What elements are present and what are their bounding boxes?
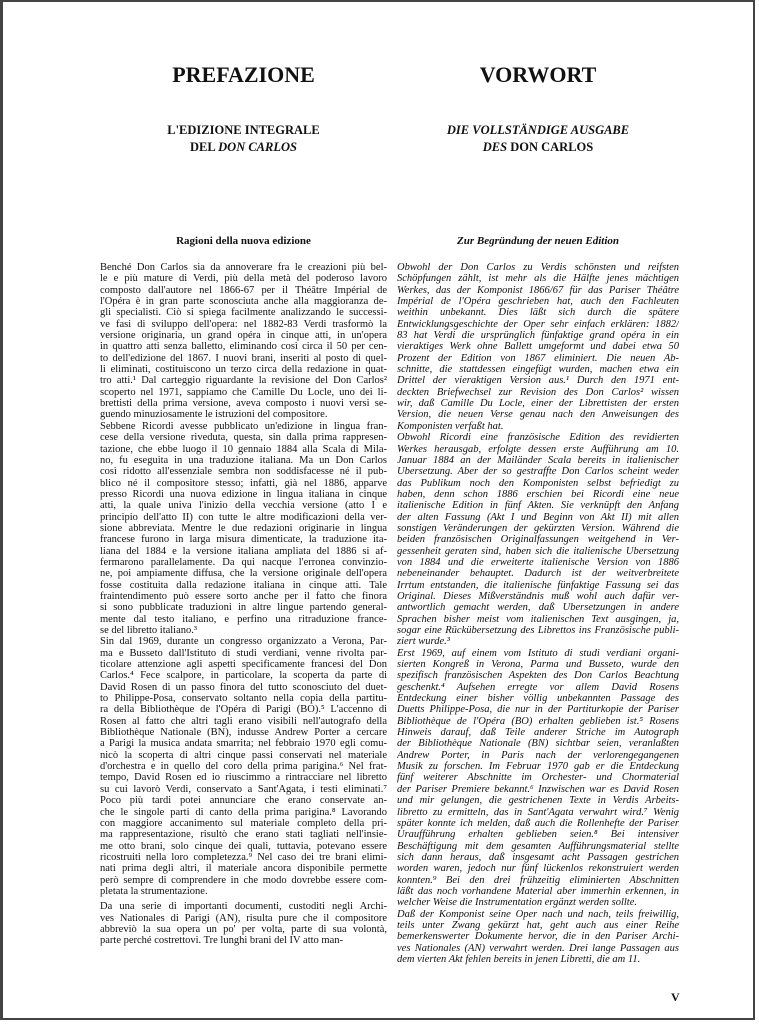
- text-line: Uraufführung erhalten geblieben seien.⁸ Bei intensiver: [397, 829, 679, 841]
- text-line: composto dall'autore nel 1866-67 per il Théâtre Impérial de: [100, 284, 387, 296]
- text-line: Hinweis darauf, daß Teile anderer Striche im Autograph: [397, 727, 679, 739]
- text-line: konnten.⁹ Bei den drei frühzeitig eliminierten Abschnitten: [397, 874, 679, 886]
- text-line: li eliminati, costituiscono un terzo circa della redazione in quat-: [100, 364, 387, 376]
- text-line: Daß der Komponist seine Oper nach und nach, teils freiwillig,: [397, 908, 679, 920]
- text-line: Entdeckung einer bisher völlig unbekannten Passage des: [397, 693, 679, 705]
- italian-subtitle: [100, 122, 387, 156]
- text-line: Da una serie di importanti documenti, custoditi negli Archi-: [100, 901, 387, 913]
- text-line: ma e Busseto dall'Istituto di studi verdiani, venne rivolta par-: [100, 647, 387, 659]
- text-line: Werkes, das der Komponist 1866/67 für das Pariser Théâtre: [397, 284, 679, 296]
- text-line: fraintendimento può essere sorto anche per il fatto che finora: [100, 590, 387, 602]
- german-section-heading: Zur Begründung der neuen Edition: [457, 235, 619, 247]
- paragraph: [100, 901, 387, 946]
- text-line: fermarono parallelamente. Da qui nacque l'erronea convinzio-: [100, 556, 387, 568]
- text-line: tazione, che ebbe luogo il 10 gennaio 1884 alla Scala di Mila-: [100, 443, 387, 455]
- german-subtitle-line1: DIE VOLLSTÄNDIGE AUSGABE: [446, 123, 630, 137]
- text-line: se del libretto italiano.³: [100, 625, 198, 636]
- text-line: dem vierten Akt fehlen bereits in jenen Libretti, die am 11.: [397, 953, 641, 965]
- text-line: l'Opéra è in gran parte sconosciuta anche alla maggioranza de-: [100, 296, 387, 308]
- text-line: nebeneinander behauptet. Dadurch ist der weitverbreitete: [397, 568, 679, 580]
- italian-subtitle-line1: L'EDIZIONE INTEGRALE: [167, 123, 320, 137]
- text-line: nati prima degli altri, il materiale ancora disponibile permette: [100, 863, 387, 875]
- text-line: Übersetzung. Aber der so gestraffte Don Carlos scheint weder: [397, 466, 679, 478]
- text-line: cese della versione riveduta, questa, sin dalla prima rappresen-: [100, 432, 387, 444]
- text-line: parte perché costrettovi. Tre lunghi brani del IV atto man-: [100, 935, 343, 947]
- text-line: Benché Don Carlos sia da annoverare fra le creazioni più bel-: [100, 262, 387, 273]
- text-line: ves Nationales di Parigi (AN), risulta pure che il compositore: [100, 912, 387, 924]
- text-line: sione abbreviata. Mentre le due redazioni originarie in lingua: [100, 522, 387, 534]
- text-line: deckten Briefwechsel zur Revision des Don Carlos² wissen: [397, 386, 679, 398]
- text-line: Duetts Philippe-Posa, die nur in der Partiturkopie der Pariser: [397, 704, 679, 716]
- text-line: beiden französischen Originalfassungen weitgehend in Ver-: [397, 534, 679, 546]
- text-line: Carlos.⁴ Fece scalpore, in particolare, la scoperta da parte di: [100, 670, 387, 682]
- text-line: in quattro atti senza balletto, eliminando così circa il 50 per cen-: [100, 341, 387, 353]
- text-line: ma rappresentazione, risultò che erano stati tagliati nell'insie-: [100, 829, 387, 841]
- text-line: der Pariser Premiere bekannt.⁶ Inzwischen war es David Rosen: [397, 783, 679, 795]
- text-line: blico né il compositore stesso; infatti, già nel 1886, apparve: [100, 477, 387, 489]
- italian-subtitle-work: DON CARLOS: [218, 140, 297, 154]
- text-line: ne, poi ampiamente diffusa, che la versione originale dell'opera: [100, 568, 387, 580]
- text-line: su cui lavorò Verdi, conservato a Sant'Agata, i testi eliminati.⁷: [100, 783, 387, 795]
- paragraph: [397, 262, 679, 432]
- text-line: Poco più tardi potei annunciare che erano conservate an-: [100, 795, 387, 807]
- text-line: to dell'edizione del 1867. I nuovi brani, inseriti al posto di quel-: [100, 352, 387, 364]
- text-line: worden waren, jedoch nur fünf lückenlos rekonstruiert werden: [397, 863, 679, 875]
- text-line: vieraktiges Werk ohne Ballett umgeformt und dabei etwa 50: [397, 341, 679, 353]
- text-line: atti, la quale univa l'inizio della vecchia versione (atto I e: [100, 500, 387, 512]
- text-line: Komponisten verfaßt hat.: [397, 420, 504, 432]
- italian-title: PREFAZIONE: [172, 62, 315, 87]
- page-number: V: [671, 990, 680, 1004]
- text-line: der Bibliothèque Nationale (BN) sichtbar seien, veranlaßten: [397, 738, 679, 750]
- text-line: sierten Kongreß in Verona, Parma und Busseto, wurde den: [397, 659, 679, 671]
- text-line: a Parigi la musica andata smarrita; nel febbraio 1970 egli comu-: [100, 738, 387, 750]
- text-line: libretto zu ermitteln, das in Sant'Agata verwahrt wird.⁷ Wenig: [397, 806, 679, 818]
- text-line: nicò la scoperta di altri cinque passi conservati nel materiale: [100, 749, 387, 761]
- italian-body: [100, 262, 387, 947]
- text-line: brettisti della prima versione, aveva composto i nuovi versi se-: [100, 398, 387, 410]
- text-line: das Publikum noch den Komponisten selbst befriedigt zu: [397, 477, 679, 489]
- text-line: Entwicklungsgeschichte der Oper sehr einfach erklären: 1882/: [397, 318, 679, 330]
- text-line: läßt das noch vorhandene Material aber immerhin erkennen, in: [397, 885, 679, 897]
- text-line: 83 hat Verdi die ursprünglich fünfaktige grand opéra in ein: [397, 330, 679, 342]
- italian-subtitle-line2: [100, 139, 387, 156]
- text-line: sich dann heraus, daß insgesamt acht Passagen gestrichen: [397, 851, 679, 863]
- text-line: me otto brani, solo cinque dei quali, tuttavia, potevano essere: [100, 840, 387, 852]
- text-line: mente dal testo italiano, e perfino una ritraduzione france-: [100, 613, 387, 625]
- text-line: però sempre di comprendere in che modo dovrebbe essere com-: [100, 874, 387, 886]
- text-line: schnitte, die stattdessen eingefügt wurden, machen etwa ein: [397, 364, 679, 376]
- text-line: si sono pubblicate traduzioni in altre lingue partendo general-: [100, 602, 387, 614]
- text-line: Andrew Porter, in Paris nach der verlorengegangenen: [397, 749, 679, 761]
- text-line: später konnte ich melden, daß auch die Rollenhefte der Pariser: [397, 817, 679, 829]
- text-line: Obwohl der Don Carlos zu Verdis schönsten und reifsten: [397, 262, 679, 273]
- italian-subtitle-prefix: DEL: [190, 140, 219, 154]
- text-line: gli specialisti. Ciò si spiega facilmente analizzando le successi-: [100, 307, 387, 319]
- text-line: Rosen al fatto che altri tagli erano visibili nell'autografo della: [100, 715, 387, 727]
- german-subtitle-work: DON CARLOS: [510, 140, 594, 154]
- text-line: pletata la strumentazione.: [100, 885, 208, 897]
- text-line: presso Ricordi una nuova edizione in lingua italiana in cinque: [100, 488, 387, 500]
- text-line: liana del 1884 e la versione italiana ampliata del 1886 si af-: [100, 545, 387, 557]
- text-line: scoperto nel 1971, sappiamo che Camille Du Locle, uno dei li-: [100, 386, 387, 398]
- text-line: abbreviò la sua opera un po' per volta, parte di sua volontà,: [100, 923, 387, 935]
- text-line: principio dell'atto II) con tutte le altre modificazioni della ver-: [100, 511, 387, 523]
- text-line: Impérial de l'Opéra geschrieben hat, auch den Fachleuten: [397, 296, 679, 308]
- text-line: sogar eine Rückübersetzung des Librettos ins Französische publi-: [397, 625, 679, 636]
- text-line: no, fu eseguita in una traduzione italiana. Ma un Don Carlos: [100, 454, 387, 466]
- text-line: Drittel der vieraktigen Version aus.¹ Durch den 1971 ent-: [397, 375, 679, 387]
- text-line: d'orchestra e in quello del coro della prima parigina.⁶ Nel frat-: [100, 761, 387, 773]
- text-line: und mir gelungen, die gestrichenen Texte in Verdis Arbeits-: [397, 795, 679, 807]
- paragraph: [397, 432, 679, 648]
- text-line: geschenkt.⁴ Aufsehen erregte vor allem David Rosens: [397, 681, 679, 693]
- text-line: welcher Weise die Instrumentation ergänzt werden sollte.: [397, 897, 638, 909]
- text-line: weithin unbekannt. Dies läßt sich durch die spätere: [397, 307, 679, 319]
- text-line: antwortlich gemacht werden, daß Übersetzungen in andere: [397, 602, 679, 614]
- text-line: francese furono in larga misura dimenticate, la traduzione ita-: [100, 534, 387, 546]
- text-line: Januar 1884 an der Mailänder Scala bereits in italienischer: [397, 454, 679, 466]
- text-line: Werkes herausgab, erfolgte dessen erste Aufführung am 10.: [397, 443, 679, 455]
- text-line: to Philippe-Posa, conservato soltanto nella copia della partitu-: [100, 693, 387, 705]
- paragraph: [100, 262, 387, 421]
- german-title: VORWORT: [479, 62, 597, 87]
- text-line: versione originaria, un grand opéra in cinque atti, in un'opera: [100, 330, 387, 342]
- text-line: teils unter Zwang gekürzt hat, geht auch aus einer Reihe: [397, 919, 679, 931]
- text-line: Sebbene Ricordi avesse pubblicato un'edizione in lingua fran-: [100, 420, 387, 432]
- text-line: italienische Edition in fünf Akten. Sie verknüpft den Anfang: [397, 500, 679, 512]
- text-line: Irrtum entstanden, die italienische fünfaktige Fassung sei das: [397, 579, 679, 591]
- text-line: fünf weiterer Abschnitte im Orchester- und Chormaterial: [397, 772, 679, 784]
- text-line: von 1884 und die erweiterte italienische Version von 1886: [397, 556, 679, 568]
- paragraph: [397, 648, 679, 909]
- text-line: ve fasi di sviluppo dell'opera: nel 1882-83 Verdi trasformò la: [100, 318, 387, 330]
- text-line: wir, daß Camille Du Locle, einer der Librettisten der ersten: [397, 398, 679, 410]
- text-line: con maggiore accanimento sul materiale completo della pri-: [100, 817, 387, 829]
- text-line: haben, denn schon 1886 erschien bei Ricordi eine neue: [397, 488, 679, 500]
- text-line: gessenheit geraten sind, haben sich die italienische Übersetzung: [397, 545, 679, 557]
- text-line: tro atti.¹ Dal carteggio riguardante la revisione del Don Carlos²: [100, 375, 387, 387]
- text-line: Beschäftigung mit dem gesamten Aufführungsmaterial stellte: [397, 840, 679, 852]
- text-line: Sin dal 1969, durante un congresso organizzato a Verona, Par-: [100, 636, 387, 648]
- text-line: ra della Bibliothèque de l'Opéra di Parigi (BO).⁵ L'accenno di: [100, 704, 387, 716]
- text-line: David Rosen di un passo finora del tutto sconosciuto del duet-: [100, 681, 387, 693]
- text-line: ves Nationales (AN) verwahrt werden. Drei lange Passagen aus: [397, 942, 679, 954]
- text-line: Bibliothèque Nationale (BN), indusse Andrew Porter a cercare: [100, 727, 387, 739]
- text-line: tempo, David Rosen ed io riuscimmo a rintracciare nel libretto: [100, 772, 387, 784]
- text-line: bemerkenswerter Dokumente hervor, die in den Pariser Archi-: [397, 931, 679, 943]
- german-subtitle-prefix: DES: [482, 140, 511, 154]
- text-line: Sprachen bisher meist vom italienischen Text ausgingen, ja,: [397, 613, 679, 625]
- text-line: guendo minuziosamente le istruzioni del compositore.: [100, 409, 328, 421]
- text-line: spezifisch französischen Aspekten des Don Carlos Beachtung: [397, 670, 679, 682]
- text-line: Original. Dieses Mißverständnis muß wohl auch dafür ver-: [397, 590, 679, 602]
- text-line: Musik zu forschen. Im Februar 1970 gab er die Entdeckung: [397, 761, 679, 773]
- paragraph: [100, 636, 387, 897]
- text-line: der alten Fassung (Akt I und Beginn von Akt II) mit allen: [397, 511, 679, 523]
- text-line: così ridotto all'essenziale sembra non soddisfacesse né il pub-: [100, 466, 387, 478]
- german-body: [397, 262, 679, 965]
- text-line: Erst 1969, auf einem vom Istituto di studi verdiani organi-: [397, 647, 679, 659]
- text-line: fosse costituita dalla redazione italiana in cinque atti. Tale: [100, 579, 387, 591]
- text-line: ziert wurde.³: [397, 636, 450, 648]
- text-line: Schöpfungen zählt, ist mehr als die Hälfte jenes mächtigen: [397, 273, 679, 285]
- text-line: sonstigen Veränderungen der gekürzten Version. Während die: [397, 522, 679, 534]
- german-subtitle: [397, 122, 679, 156]
- paragraph: [100, 421, 387, 637]
- text-line: ricostruiti nella loro completezza.⁹ Nel caso dei tre brani elimi-: [100, 851, 387, 863]
- text-line: che le singole parti di canto della prima parigina.⁸ Lavorando: [100, 806, 387, 818]
- german-subtitle-line2: [397, 139, 679, 156]
- text-line: ticolare attenzione agli aspetti specificamente francesi del Don: [100, 659, 387, 671]
- italian-section-heading: Ragioni della nuova edizione: [176, 235, 311, 247]
- text-line: Prozent der Edition von 1867 eliminiert. Die neuen Ab-: [397, 352, 679, 364]
- paragraph: [397, 909, 679, 966]
- text-line: Bibliothèque de l'Opéra (BO) erhalten geblieben ist.⁵ Rosens: [397, 715, 679, 727]
- text-line: le e più mature di Verdi, più della metà del poderoso lavoro: [100, 273, 387, 285]
- text-line: Version, die neuen Verse genau nach den Anweisungen des: [397, 409, 679, 421]
- text-line: Obwohl Ricordi eine französische Edition des revidierten: [397, 432, 679, 444]
